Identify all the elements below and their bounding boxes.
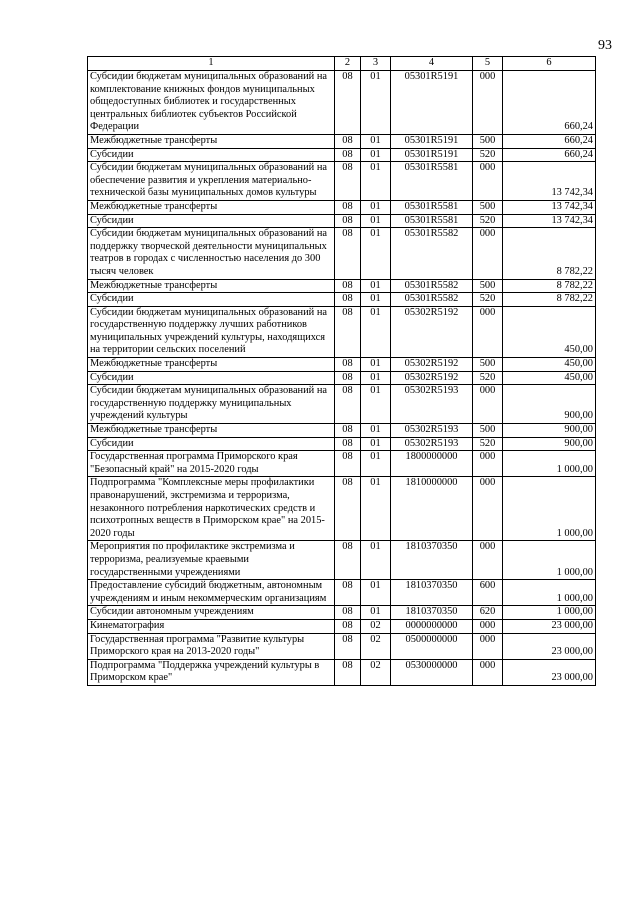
row-code: 05301R5191: [391, 148, 473, 162]
table-row: [88, 424, 596, 438]
row-name: Субсидии бюджетам муниципальных образований на комплектование книжных фондов муниципальных общедоступных библиотек и государственных центральных библиотек субъектов Российской Федерации: [88, 71, 335, 135]
table-row: [88, 214, 596, 228]
row-section: 08: [335, 200, 361, 214]
row-name: Подпрограмма "Комплексные меры профилактики правонарушений, экстремизма и терроризма, незаконного потребления наркотических средств и психотропных веществ в Приморском крае" на 2015-2020 годы: [88, 477, 335, 541]
row-subsection: 02: [361, 633, 391, 659]
row-code: 05302R5192: [391, 371, 473, 385]
row-amount: 450,00: [503, 358, 596, 372]
row-amount: 1 000,00: [503, 580, 596, 606]
row-code: 1810370350: [391, 606, 473, 620]
table-row: [88, 148, 596, 162]
row-section: 08: [335, 619, 361, 633]
column-header-2: 2: [335, 57, 361, 71]
table-row: [88, 606, 596, 620]
row-section: 08: [335, 214, 361, 228]
row-name: Подпрограмма "Поддержка учреждений культуры в Приморском крае": [88, 659, 335, 685]
row-code: 05302R5192: [391, 306, 473, 357]
table-row: [88, 541, 596, 580]
row-subsection: 01: [361, 200, 391, 214]
row-expense-type: 000: [473, 162, 503, 201]
column-header-6: 6: [503, 57, 596, 71]
row-name: Субсидии бюджетам муниципальных образований на государственную поддержку муниципальных учреждений культуры: [88, 385, 335, 424]
row-amount: 13 742,34: [503, 162, 596, 201]
row-code: 05302R5192: [391, 358, 473, 372]
row-expense-type: 520: [473, 437, 503, 451]
row-expense-type: 500: [473, 134, 503, 148]
table-row: [88, 385, 596, 424]
table-row: [88, 477, 596, 541]
row-code: 1810370350: [391, 580, 473, 606]
table-row: [88, 200, 596, 214]
row-amount: 660,24: [503, 71, 596, 135]
row-subsection: 01: [361, 385, 391, 424]
row-amount: 23 000,00: [503, 619, 596, 633]
row-section: 08: [335, 71, 361, 135]
row-section: 08: [335, 306, 361, 357]
table-row: [88, 134, 596, 148]
row-code: 1810370350: [391, 541, 473, 580]
row-section: 08: [335, 385, 361, 424]
row-section: 08: [335, 451, 361, 477]
row-expense-type: 000: [473, 385, 503, 424]
row-expense-type: 500: [473, 200, 503, 214]
row-name: Межбюджетные трансферты: [88, 358, 335, 372]
row-name: Государственная программа "Развитие культуры Приморского края на 2013-2020 годы": [88, 633, 335, 659]
row-section: 08: [335, 162, 361, 201]
row-name: Субсидии: [88, 293, 335, 307]
row-expense-type: 000: [473, 477, 503, 541]
row-section: 08: [335, 580, 361, 606]
row-subsection: 01: [361, 606, 391, 620]
row-subsection: 01: [361, 279, 391, 293]
table-row: [88, 580, 596, 606]
row-code: 0530000000: [391, 659, 473, 685]
row-code: 05301R5581: [391, 214, 473, 228]
row-section: 08: [335, 148, 361, 162]
row-name: Государственная программа Приморского края "Безопасный край" на 2015-2020 годы: [88, 451, 335, 477]
row-amount: 8 782,22: [503, 279, 596, 293]
column-header-1: 1: [88, 57, 335, 71]
row-name: Межбюджетные трансферты: [88, 279, 335, 293]
row-expense-type: 000: [473, 633, 503, 659]
row-name: Субсидии: [88, 371, 335, 385]
row-expense-type: 620: [473, 606, 503, 620]
row-amount: 13 742,34: [503, 200, 596, 214]
row-code: 05302R5193: [391, 424, 473, 438]
table-row: [88, 228, 596, 279]
row-subsection: 01: [361, 214, 391, 228]
row-code: 05301R5582: [391, 279, 473, 293]
row-section: 08: [335, 228, 361, 279]
row-amount: 1 000,00: [503, 477, 596, 541]
row-subsection: 01: [361, 293, 391, 307]
row-subsection: 01: [361, 437, 391, 451]
table-row: [88, 293, 596, 307]
row-name: Субсидии: [88, 214, 335, 228]
column-header-4: 4: [391, 57, 473, 71]
table-row: [88, 633, 596, 659]
row-name: Субсидии автономным учреждениям: [88, 606, 335, 620]
row-code: 05301R5582: [391, 293, 473, 307]
row-amount: 660,24: [503, 148, 596, 162]
row-name: Кинематография: [88, 619, 335, 633]
row-subsection: 01: [361, 148, 391, 162]
row-name: Субсидии: [88, 437, 335, 451]
row-name: Субсидии бюджетам муниципальных образований на обеспечение развития и укрепления материально-технической базы муниципальных домов культуры: [88, 162, 335, 201]
row-expense-type: 520: [473, 293, 503, 307]
row-name: Мероприятия по профилактике экстремизма и терроризма, реализуемые краевыми государственными учреждениями: [88, 541, 335, 580]
table-row: [88, 371, 596, 385]
row-code: 05302R5193: [391, 437, 473, 451]
page-number: 93: [598, 38, 612, 53]
row-expense-type: 520: [473, 148, 503, 162]
table-row: [88, 619, 596, 633]
row-code: 05301R5191: [391, 71, 473, 135]
row-amount: 1 000,00: [503, 606, 596, 620]
row-subsection: 01: [361, 477, 391, 541]
row-expense-type: 000: [473, 451, 503, 477]
row-code: 0500000000: [391, 633, 473, 659]
row-name: Межбюджетные трансферты: [88, 200, 335, 214]
row-amount: 13 742,34: [503, 214, 596, 228]
row-expense-type: 520: [473, 371, 503, 385]
row-code: 1800000000: [391, 451, 473, 477]
row-expense-type: 000: [473, 659, 503, 685]
row-expense-type: 520: [473, 214, 503, 228]
row-expense-type: 500: [473, 279, 503, 293]
row-amount: 1 000,00: [503, 541, 596, 580]
table-row: [88, 358, 596, 372]
row-expense-type: 000: [473, 306, 503, 357]
row-amount: 8 782,22: [503, 293, 596, 307]
row-subsection: 01: [361, 371, 391, 385]
budget-table: [87, 56, 596, 686]
row-amount: 23 000,00: [503, 659, 596, 685]
row-amount: 900,00: [503, 437, 596, 451]
row-section: 08: [335, 659, 361, 685]
row-subsection: 01: [361, 541, 391, 580]
row-name: Субсидии бюджетам муниципальных образований на поддержку творческой деятельности муниципальных театров в городах с численностью населения до 300 тысяч человек: [88, 228, 335, 279]
table-row: [88, 71, 596, 135]
row-section: 08: [335, 358, 361, 372]
row-amount: 23 000,00: [503, 633, 596, 659]
row-name: Субсидии бюджетам муниципальных образований на государственную поддержку лучших работников муниципальных учреждений культуры, находящихся на территории сельских поселений: [88, 306, 335, 357]
row-code: 05302R5193: [391, 385, 473, 424]
row-subsection: 02: [361, 619, 391, 633]
row-section: 08: [335, 606, 361, 620]
row-subsection: 01: [361, 228, 391, 279]
row-amount: 900,00: [503, 385, 596, 424]
row-code: 05301R5581: [391, 162, 473, 201]
row-expense-type: 000: [473, 541, 503, 580]
table-row: [88, 659, 596, 685]
row-subsection: 01: [361, 162, 391, 201]
row-expense-type: 500: [473, 358, 503, 372]
row-name: Субсидии: [88, 148, 335, 162]
row-section: 08: [335, 633, 361, 659]
table-row: [88, 306, 596, 357]
row-section: 08: [335, 424, 361, 438]
row-name: Предоставление субсидий бюджетным, автономным учреждениям и иным некоммерческим организациям: [88, 580, 335, 606]
row-code: 05301R5191: [391, 134, 473, 148]
budget-table-body: [88, 57, 596, 686]
row-section: 08: [335, 134, 361, 148]
row-name: Межбюджетные трансферты: [88, 424, 335, 438]
row-amount: 8 782,22: [503, 228, 596, 279]
row-section: 08: [335, 541, 361, 580]
row-subsection: 01: [361, 451, 391, 477]
row-expense-type: 600: [473, 580, 503, 606]
table-row: [88, 437, 596, 451]
row-subsection: 01: [361, 424, 391, 438]
row-amount: 660,24: [503, 134, 596, 148]
row-amount: 900,00: [503, 424, 596, 438]
row-code: 05301R5582: [391, 228, 473, 279]
row-expense-type: 500: [473, 424, 503, 438]
table-row: [88, 451, 596, 477]
row-subsection: 01: [361, 71, 391, 135]
row-expense-type: 000: [473, 228, 503, 279]
row-expense-type: 000: [473, 71, 503, 135]
table-row: [88, 279, 596, 293]
row-section: 08: [335, 477, 361, 541]
row-section: 08: [335, 437, 361, 451]
row-code: 05301R5581: [391, 200, 473, 214]
table-row: [88, 162, 596, 201]
row-subsection: 01: [361, 580, 391, 606]
table-header-row: [88, 57, 596, 71]
row-code: 1810000000: [391, 477, 473, 541]
row-subsection: 01: [361, 306, 391, 357]
row-section: 08: [335, 279, 361, 293]
row-section: 08: [335, 371, 361, 385]
row-expense-type: 000: [473, 619, 503, 633]
row-subsection: 01: [361, 358, 391, 372]
row-name: Межбюджетные трансферты: [88, 134, 335, 148]
row-subsection: 01: [361, 134, 391, 148]
row-amount: 1 000,00: [503, 451, 596, 477]
column-header-5: 5: [473, 57, 503, 71]
row-amount: 450,00: [503, 306, 596, 357]
row-code: 0000000000: [391, 619, 473, 633]
row-subsection: 02: [361, 659, 391, 685]
column-header-3: 3: [361, 57, 391, 71]
row-section: 08: [335, 293, 361, 307]
row-amount: 450,00: [503, 371, 596, 385]
